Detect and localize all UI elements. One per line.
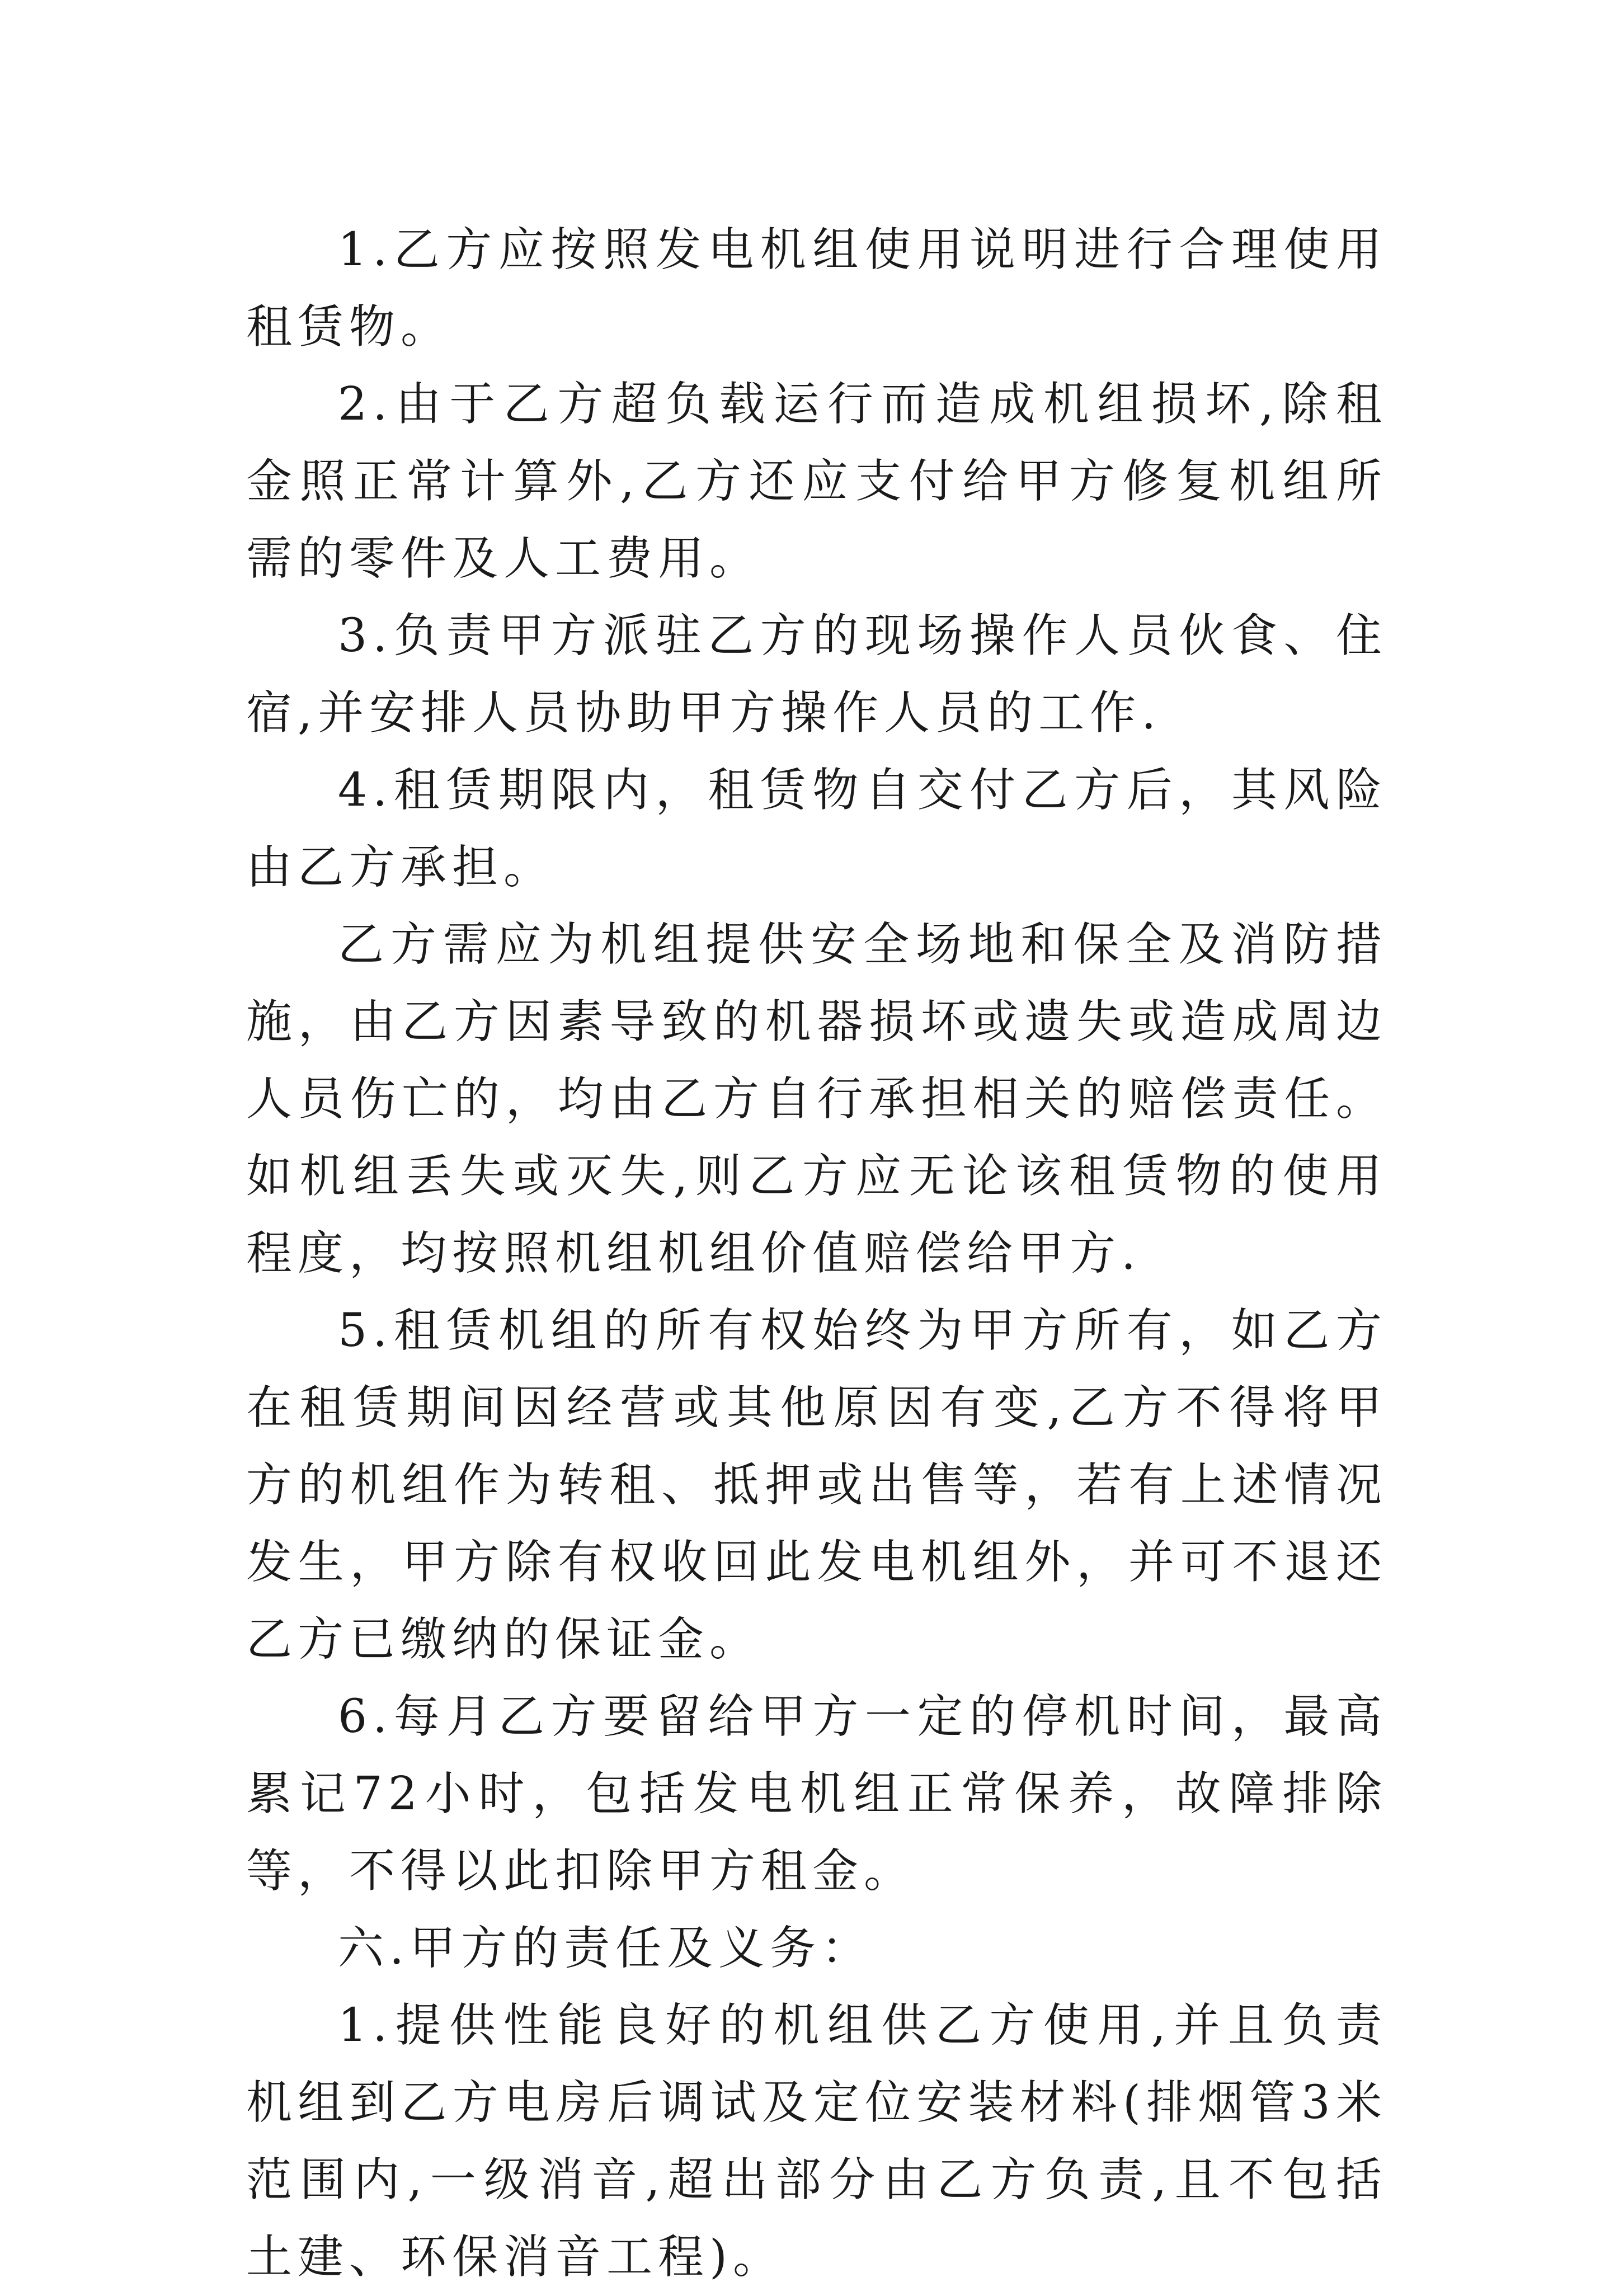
- paragraph-item-6: 6.每月乙方要留给甲方一定的停机时间，最高累记72小时，包括发电机组正常保养，故障排除等，不得以此扣除甲方租金。: [246, 1690, 1387, 1898]
- paragraph-item-4: 4.租赁期限内，租赁物自交付乙方后，其风险由乙方承担。: [246, 764, 1387, 894]
- paragraph-risk-liability: 乙方需应为机组提供安全场地和保全及消防措施，由乙方因素导致的机器损坏或遗失或造成周边人员伤亡的，均由乙方自行承担相关的赔偿责任。如机组丢失或灭失,则乙方应无论该租赁物的使用程度，均按照机组机组价值赔偿给甲方.: [246, 918, 1387, 1280]
- paragraph-item-5: 5.租赁机组的所有权始终为甲方所有，如乙方在租赁期间因经营或其他原因有变,乙方不得将甲方的机组作为转租、抵押或出售等，若有上述情况发生，甲方除有权收回此发电机组外，并可不退还乙方已缴纳的保证金。: [246, 1304, 1387, 1666]
- document-body: [246, 211, 1387, 2296]
- paragraph-section6-item-1: 1.提供性能良好的机组供乙方使用,并且负责机组到乙方电房后调试及定位安装材料(排烟管3米范围内,一级消音,超出部分由乙方负责,且不包括土建、环保消音工程)。: [246, 1999, 1387, 2284]
- paragraph-item-3: 3.负责甲方派驻乙方的现场操作人员伙食、住宿,并安排人员协助甲方操作人员的工作.: [246, 609, 1387, 740]
- paragraph-item-2: 2.由于乙方超负载运行而造成机组损坏,除租金照正常计算外,乙方还应支付给甲方修复机组所需的零件及人工费用。: [246, 378, 1387, 585]
- paragraph-item-1: 1.乙方应按照发电机组使用说明进行合理使用租赁物。: [246, 223, 1387, 354]
- section-heading: 六.甲方的责任及义务：: [338, 1922, 873, 1975]
